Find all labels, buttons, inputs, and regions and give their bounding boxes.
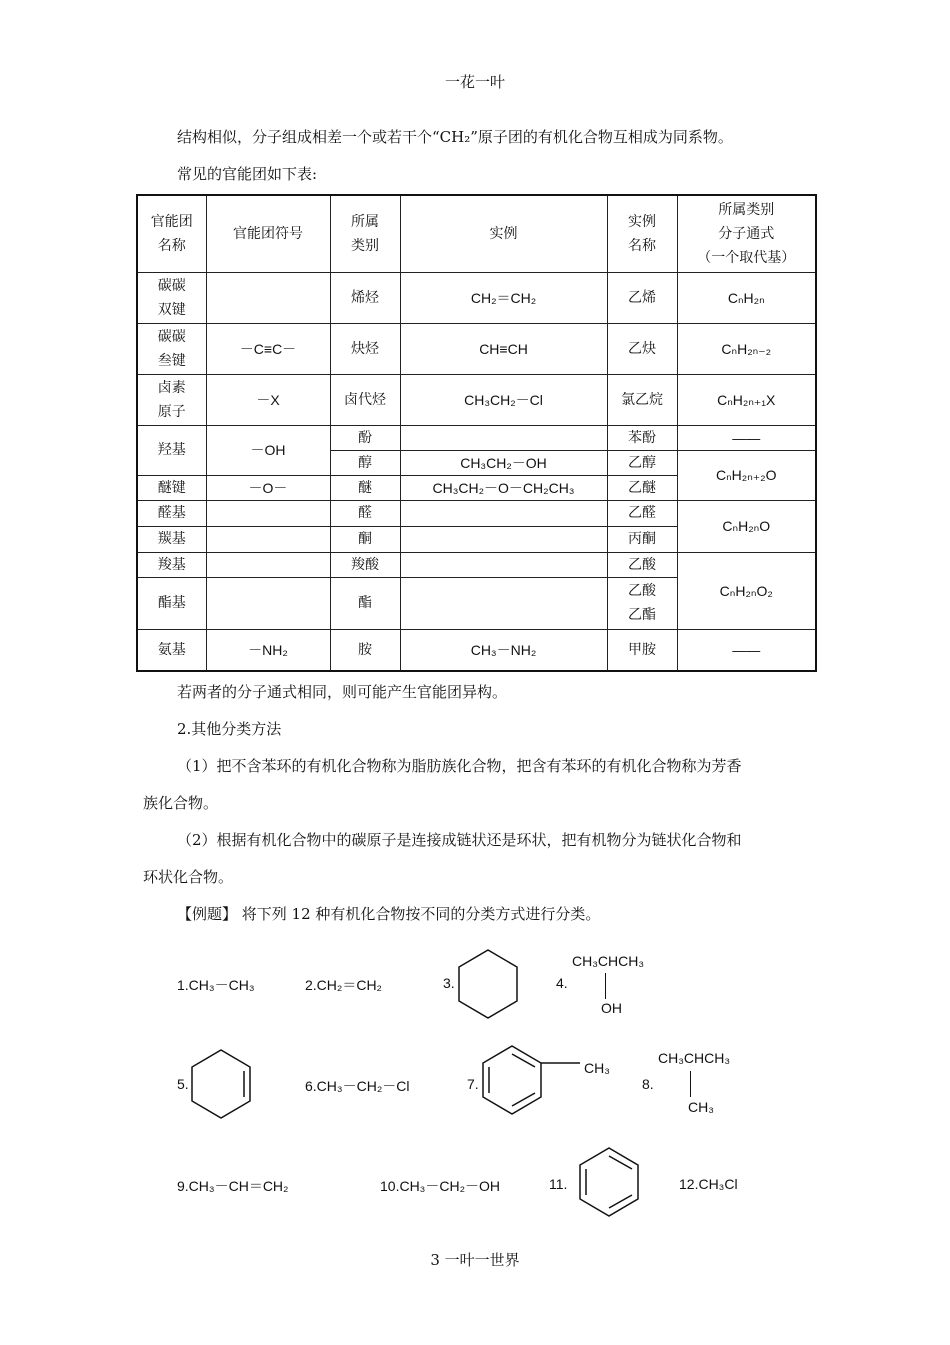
compound-7-label: 7. <box>467 1076 479 1092</box>
header-class: 所属 类别 <box>330 195 400 272</box>
table-header-row <box>137 195 816 272</box>
table-row: 碳碳 叁键 －C≡C－ 炔烃 CH≡CH 乙炔 CₙH₂ₙ₋₂ <box>137 323 816 374</box>
compound-4-top: CH₃CHCH₃ <box>572 953 645 969</box>
paragraph-1-line-1: （1）把不含苯环的有机化合物称为脂肪族化合物，把含有苯环的有机化合物称为芳香 <box>177 757 742 775</box>
compound-4-label: 4. <box>556 975 568 991</box>
compound-11-label: 11. <box>549 1176 568 1192</box>
cyclohexene-structure <box>188 1047 254 1121</box>
header-symbol: 官能团符号 <box>206 195 330 272</box>
table-row: 酯基 酯 乙酸 乙酯 <box>137 577 816 629</box>
page-header: 一花一叶 <box>444 73 505 91</box>
compound-6: 6.CH₃－CH₂－Cl <box>305 1078 410 1094</box>
header-example-name: 实例 名称 <box>607 195 677 272</box>
header-example: 实例 <box>400 195 607 272</box>
table-row: 碳碳 双键 烯烃 CH₂＝CH₂ 乙烯 CₙH₂ₙ <box>137 272 816 323</box>
header-formula: 所属类别 分子通式 （一个取代基） <box>677 195 816 272</box>
after-table-text: 若两者的分子通式相同，则可能产生官能团异构。 <box>177 683 508 701</box>
table-caption: 常见的官能团如下表: <box>177 165 318 183</box>
page-footer: 3 一叶一世界 <box>430 1251 520 1269</box>
functional-group-table <box>136 194 817 672</box>
table-row: 氨基 －NH₂ 胺 CH₃－NH₂ 甲胺 —— <box>137 629 816 671</box>
paragraph-2-line-1: （2）根据有机化合物中的碳原子是连接成链状还是环状，把有机物分为链状化合物和 <box>177 831 742 849</box>
intro-line: 结构相似，分子组成相差一个或若干个“CH₂”原子团的有机化合物互相成为同系物。 <box>177 128 733 146</box>
compound-12: 12.CH₃Cl <box>679 1176 738 1192</box>
compound-3-label: 3. <box>443 975 455 991</box>
compound-4-bottom: OH <box>601 1000 622 1016</box>
table-row: 醛基 醛 乙醛 CₙH₂ₙO <box>137 500 816 526</box>
paragraph-1-line-2: 族化合物。 <box>143 794 219 812</box>
example-intro: 【例题】 将下列 12 种有机化合物按不同的分类方式进行分类。 <box>177 905 601 923</box>
bond-line <box>690 1071 691 1097</box>
table-row: 羧基 羧酸 乙酸 CₙH₂ₙO₂ <box>137 552 816 577</box>
compound-8-bottom: CH₃ <box>688 1099 714 1115</box>
paragraph-2-line-2: 环状化合物。 <box>143 868 234 886</box>
toluene-structure <box>478 1043 588 1119</box>
compound-9: 9.CH₃－CH＝CH₂ <box>177 1178 289 1194</box>
table-row: 醇 CH₃CH₂－OH 乙醇 CₙH₂ₙ₊₂O <box>137 450 816 475</box>
table-row: 醚键 －O－ 醚 CH₃CH₂－O－CH₂CH₃ 乙醚 <box>137 475 816 500</box>
cyclohexane-structure <box>455 947 521 1021</box>
compound-8-label: 8. <box>642 1076 654 1092</box>
table-row: 羰基 酮 丙酮 <box>137 526 816 552</box>
table-row: 卤素 原子 －X 卤代烃 CH₃CH₂－Cl 氯乙烷 CₙH₂ₙ₊₁X <box>137 374 816 425</box>
benzene-structure <box>576 1145 642 1219</box>
table-row: 羟基 －OH 酚 苯酚 —— <box>137 425 816 450</box>
compound-10: 10.CH₃－CH₂－OH <box>380 1178 501 1194</box>
bond-line <box>605 973 606 999</box>
compound-2: 2.CH₂＝CH₂ <box>305 977 382 993</box>
compound-7-methyl: CH₃ <box>584 1060 610 1076</box>
section-title: 2.其他分类方法 <box>177 720 282 738</box>
compound-5-label: 5. <box>177 1076 189 1092</box>
compound-1: 1.CH₃－CH₃ <box>177 977 255 993</box>
compound-8-top: CH₃CHCH₃ <box>658 1050 731 1066</box>
header-name: 官能团 名称 <box>137 195 206 272</box>
